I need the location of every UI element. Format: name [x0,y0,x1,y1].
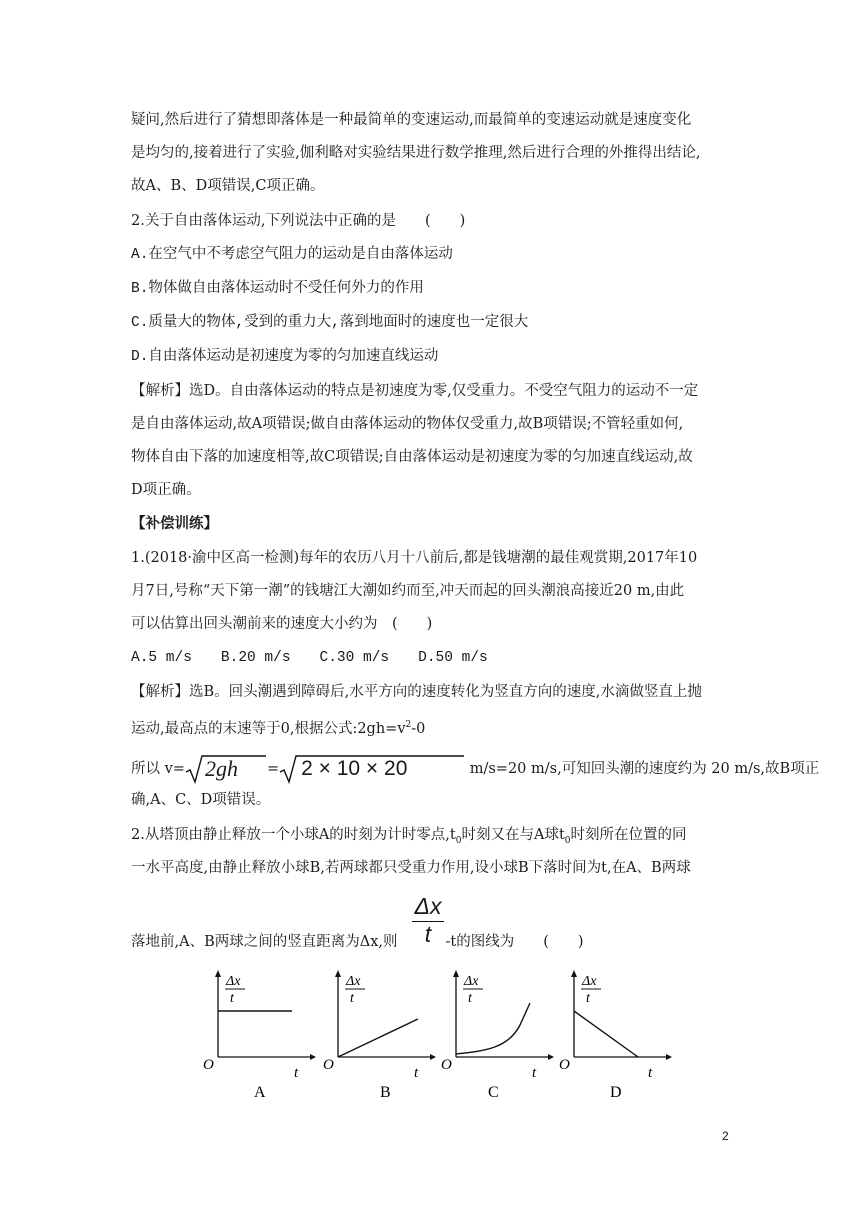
graph-curve [574,1011,638,1057]
y-axis-arrow [571,970,577,977]
formula-text: 运动,最高点的末速等于0,根据公式:2gh=v [131,720,406,737]
paragraph-line: 故A、B、D项错误,C项正确。 [131,178,325,194]
y-axis-arrow [453,970,459,977]
question-2-option-d: D.自由落体运动是初速度为零的匀加速直线运动 [131,349,439,365]
compensation-a1-line: 【解析】选B。回头潮遇到障碍后,水平方向的速度转化为竖直方向的速度,水滴做竖直上抛 [131,684,702,700]
y-axis-arrow [215,970,221,977]
subscript: 0 [455,835,462,846]
compensation-q1-line: 1.(2018·渝中区高一检测)每年的农历八月十八前后,都是钱塘潮的最佳观赏期,2017年10 [131,550,698,566]
graph-curve [338,1019,418,1057]
text-segment: -t的图线为 ( ) [445,934,584,950]
x-label: t [414,1065,419,1081]
sqrt-content: 2gh [204,756,238,781]
text-segment: 落地前,A、B两球之间的竖直距离为Δx,则 [131,934,398,950]
origin-label: O [441,1057,452,1073]
x-axis-arrow [666,1054,672,1060]
y-label-numerator: Δx [464,974,479,989]
page-number: 2 [722,1129,729,1143]
formula-superscript: 2 [405,720,412,730]
graph-option-label: D [610,1084,622,1101]
y-label-numerator: Δx [226,974,241,989]
graph-b [320,965,440,1105]
answer-2-line: D项正确。 [131,482,201,498]
graph-d [556,965,676,1105]
compensation-a1-formula-line [131,754,819,784]
formula-equals: = [266,761,280,777]
sqrt-product [279,754,465,784]
compensation-a1-line [131,715,425,739]
subscript: 0 [564,835,571,846]
y-label-denominator: t [230,991,234,1006]
text-segment: 时刻又在与A球t [461,827,565,843]
graph-option-label: B [380,1084,391,1101]
formula-suffix: m/s=20 m/s,可知回头潮的速度约为 20 m/s,故B项正 [465,761,820,777]
text-segment: 时刻所在位置的同 [570,827,687,843]
graph-curve [456,1003,530,1054]
question-2-option-b: B.物体做自由落体运动时不受任何外力的作用 [131,281,424,297]
origin-label: O [559,1057,570,1073]
graph-option-label: C [488,1084,499,1101]
paragraph-line: 是均匀的,接着进行了实验,伽利略对实验结果进行数学推理,然后进行合理的外推得出结论, [131,145,701,161]
compensation-q2-line: 一水平高度,由静止释放小球B,若两球都只受重力作用,设小球B下落时间为t,在A、B两球 [131,860,691,876]
sqrt-2gh [185,754,267,784]
y-label-numerator: Δx [346,974,361,989]
formula-text: -0 [411,720,426,737]
x-axis-arrow [430,1054,436,1060]
paragraph-line: 疑问,然后进行了猜想即落体是一种最简单的变速运动,而最简单的变速运动就是速度变化 [131,112,692,128]
graph-option-label: A [254,1084,266,1101]
compensation-q1-options: A.5 m/s B.20 m/s C.30 m/s D.50 m/s [131,650,488,666]
answer-2-line: 【解析】选D。自由落体运动的特点是初速度为零,仅受重力。不受空气阻力的运动不一定 [131,383,699,399]
y-label-denominator: t [350,991,354,1006]
section-heading: 【补偿训练】 [131,515,218,532]
y-label-denominator: t [468,991,472,1006]
compensation-q1-line: 月7日,号称“天下第一潮”的钱塘江大潮如约而至,冲天而起的回头潮浪高接近20 m,由此 [131,583,685,599]
x-axis-arrow [548,1054,554,1060]
origin-label: O [203,1057,214,1073]
y-label-denominator: t [586,991,590,1006]
question-2-option-a: A.在空气中不考虑空气阻力的运动是自由落体运动 [131,247,453,263]
x-label: t [532,1065,537,1081]
fraction-numerator: Δx [414,893,442,919]
fraction-dx-over-t [410,893,446,946]
x-axis-arrow [310,1054,316,1060]
text-segment: 2.从塔顶由静止释放一个小球A的时刻为计时零点,t [131,827,456,843]
compensation-q2-line [131,825,687,851]
sqrt-content: 2 × 10 × 20 [301,757,408,780]
question-2-option-c: C.质量大的物体,受到的重力大,落到地面时的速度也一定很大 [131,315,529,331]
graph-a [200,965,320,1105]
origin-label: O [323,1057,334,1073]
formula-prefix: 所以 v= [131,761,185,777]
compensation-q1-line: 可以估算出回头潮前来的速度大小约为 ( ) [131,616,433,632]
question-2-stem: 2.关于自由落体运动,下列说法中正确的是 ( ) [131,213,466,229]
answer-2-line: 物体自由下落的加速度相等,故C项错误;自由落体运动是初速度为零的匀加速直线运动,故 [131,449,693,465]
x-label: t [294,1065,299,1081]
x-label: t [648,1065,653,1081]
compensation-q2-line-with-fraction [131,932,584,952]
fraction-denominator: t [424,921,432,947]
compensation-a1-line: 确,A、C、D项错误。 [131,792,271,808]
graph-c [438,965,558,1105]
y-label-numerator: Δx [582,974,597,989]
answer-2-line: 是自由落体运动,故A项错误;做自由落体运动的物体仅受重力,故B项错误;不管轻重如何, [131,416,684,432]
y-axis-arrow [335,970,341,977]
